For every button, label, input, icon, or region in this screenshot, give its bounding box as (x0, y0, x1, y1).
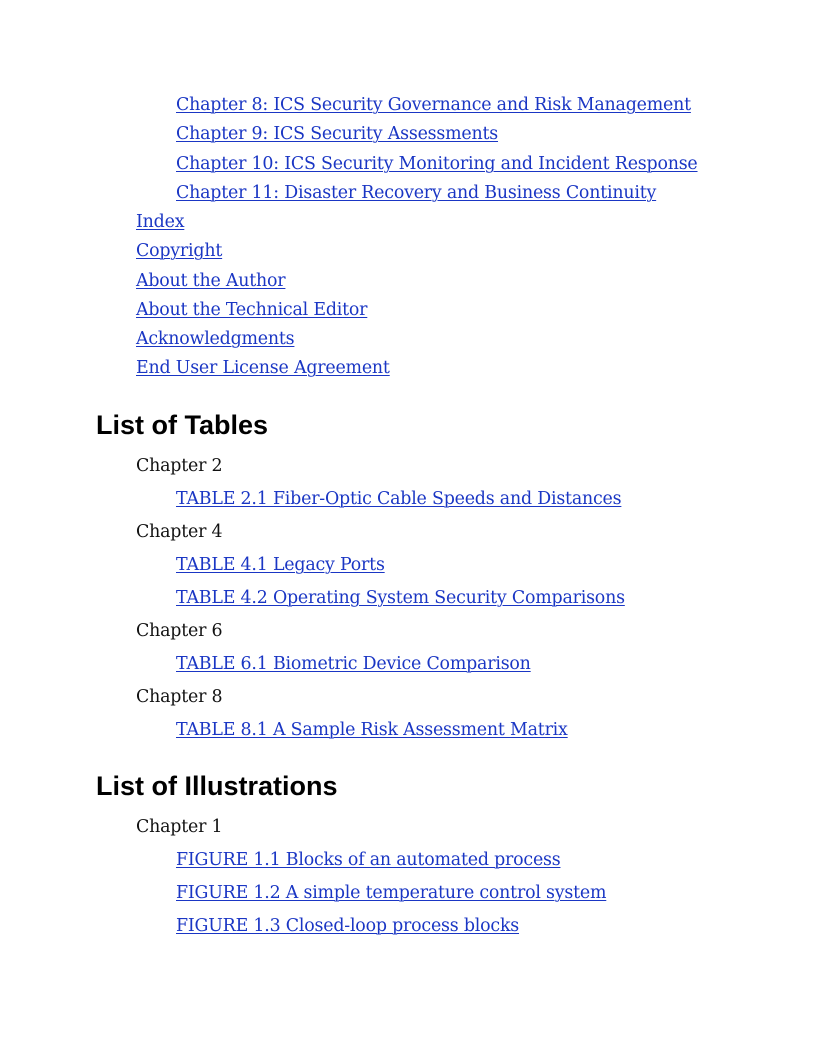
tables-chapter-2-label: Chapter 2 (136, 456, 223, 476)
list-of-illustrations-heading: List of Illustrations (96, 771, 338, 801)
toc-link-copyright[interactable]: Copyright (136, 241, 223, 261)
table-link-6-1[interactable]: TABLE 6.1 Biometric Device Comparison (176, 654, 531, 674)
toc-link-chapter-8[interactable]: Chapter 8: ICS Security Governance and Risk Management (176, 95, 691, 115)
figure-link-1-1[interactable]: FIGURE 1.1 Blocks of an automated process (176, 850, 561, 870)
toc-link-chapter-10[interactable]: Chapter 10: ICS Security Monitoring and Incident Response (176, 154, 698, 174)
illustrations-chapter-1-label: Chapter 1 (136, 817, 223, 837)
toc-link-acknowledgments[interactable]: Acknowledgments (136, 329, 295, 349)
list-of-tables-heading: List of Tables (96, 410, 269, 440)
tables-chapter-8-label: Chapter 8 (136, 687, 223, 707)
table-link-8-1[interactable]: TABLE 8.1 A Sample Risk Assessment Matrix (176, 720, 568, 740)
table-link-4-1[interactable]: TABLE 4.1 Legacy Ports (176, 555, 385, 575)
toc-link-chapter-9[interactable]: Chapter 9: ICS Security Assessments (176, 124, 499, 144)
figure-link-1-2[interactable]: FIGURE 1.2 A simple temperature control system (176, 883, 607, 903)
table-link-4-2[interactable]: TABLE 4.2 Operating System Security Comparisons (176, 588, 625, 608)
toc-link-index[interactable]: Index (136, 212, 185, 232)
toc-link-chapter-11[interactable]: Chapter 11: Disaster Recovery and Business Continuity (176, 183, 657, 203)
toc-link-eula[interactable]: End User License Agreement (136, 358, 390, 378)
tables-chapter-4-label: Chapter 4 (136, 522, 223, 542)
tables-chapter-6-label: Chapter 6 (136, 621, 223, 641)
figure-link-1-3[interactable]: FIGURE 1.3 Closed-loop process blocks (176, 916, 520, 936)
toc-link-about-technical-editor[interactable]: About the Technical Editor (136, 300, 368, 320)
toc-link-about-author[interactable]: About the Author (136, 271, 286, 291)
table-link-2-1[interactable]: TABLE 2.1 Fiber-Optic Cable Speeds and Distances (176, 489, 622, 509)
